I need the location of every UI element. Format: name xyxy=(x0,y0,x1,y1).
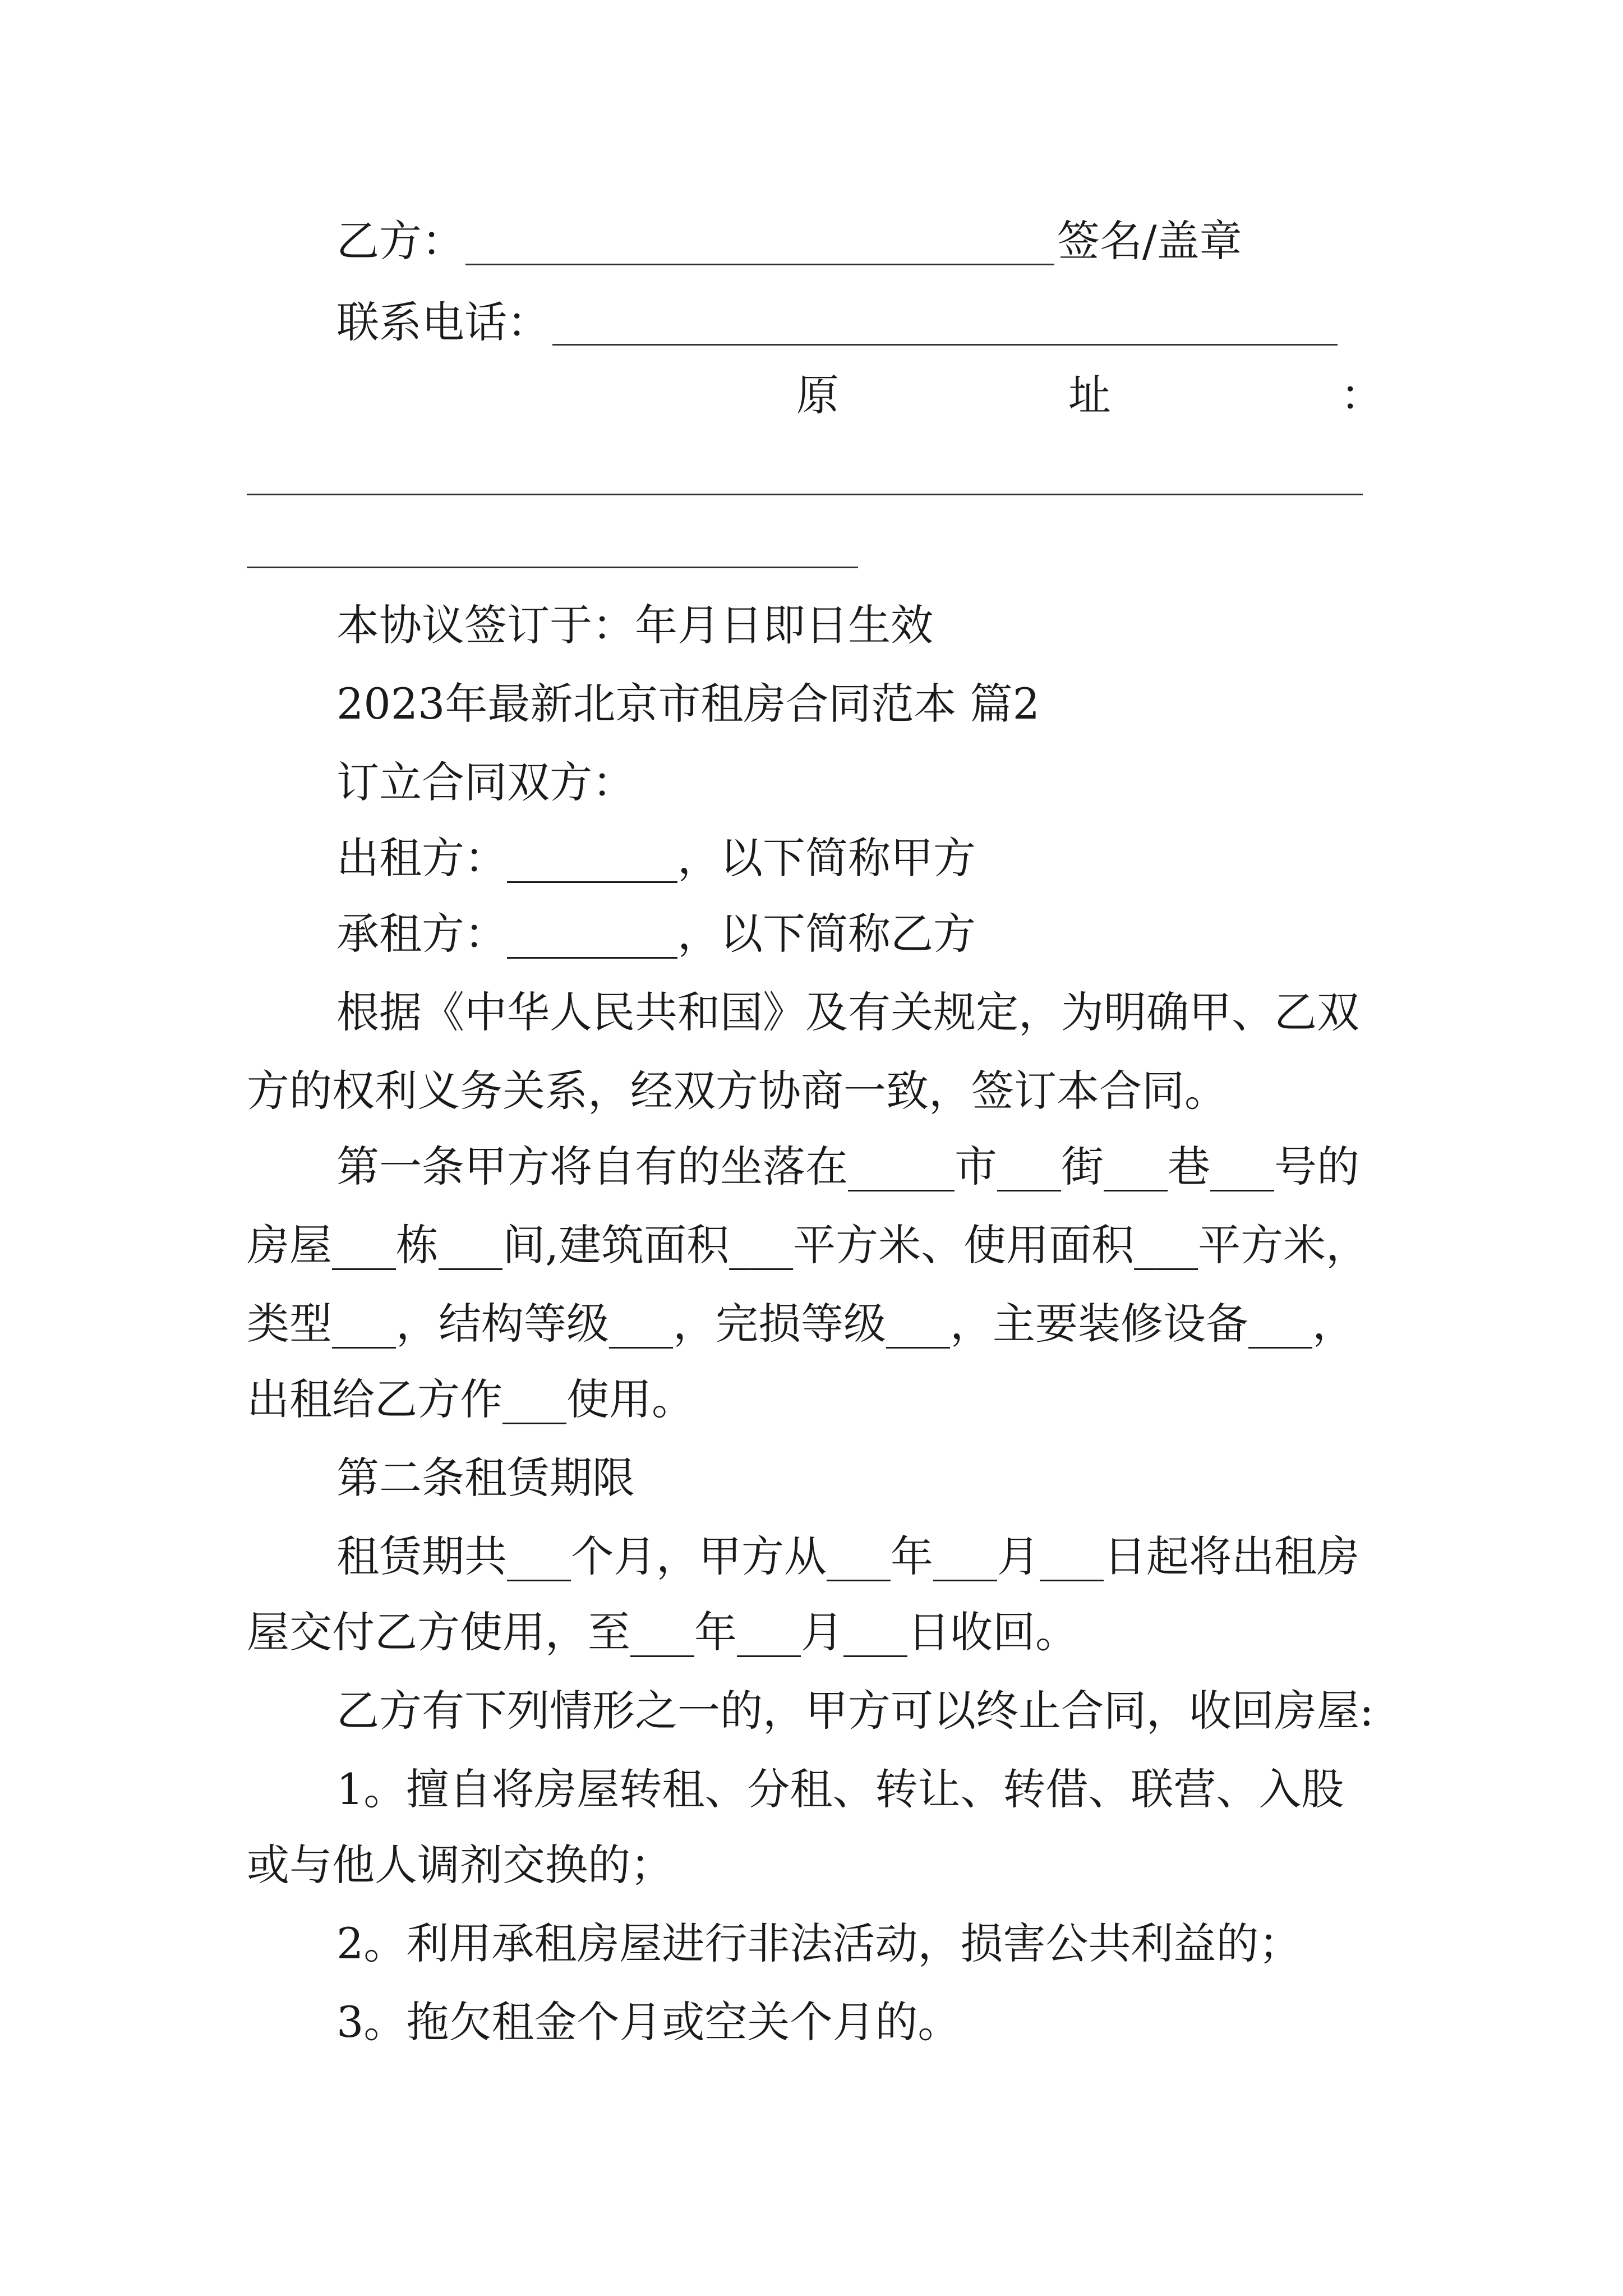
termination-item1-line-2: 或与他人调剂交换的； xyxy=(247,1840,673,1890)
address-rule-1 xyxy=(247,494,1363,495)
phone-rule xyxy=(552,344,1338,346)
article1-line-4: 出租给乙方作___使用。 xyxy=(247,1374,694,1424)
article2-line-1: 租赁期共___个月，甲方从___年___月___日起将出租房 xyxy=(336,1531,1359,1581)
termination-item2: 2。利用承租房屋进行非法活动，损害公共利益的； xyxy=(336,1918,1302,1968)
lessee-line: 承租方：________，以下简称乙方 xyxy=(336,909,976,959)
effective-line: 本协议签订于：年月日即日生效 xyxy=(336,600,933,650)
article2-line-2: 屋交付乙方使用，至___年___月___日收回。 xyxy=(247,1607,1078,1657)
preamble-line-2: 方的权利义务关系，经双方协商一致，签订本合同。 xyxy=(247,1066,1227,1116)
address-char-1: 原 xyxy=(796,370,839,420)
termination-item3: 3。拖欠租金个月或空关个月的。 xyxy=(336,1997,961,2047)
article1-line-3: 类型___，结构等级___，完损等级___，主要装修设备___， xyxy=(247,1299,1355,1349)
party-b-label: 乙方： xyxy=(336,216,464,266)
article2-title: 第二条租赁期限 xyxy=(336,1453,635,1503)
termination-intro: 乙方有下列情形之一的，甲方可以终止合同，收回房屋: xyxy=(336,1686,1374,1736)
address-colon: ： xyxy=(1340,370,1383,420)
article1-line-1: 第一条甲方将自有的坐落在_____市___街___巷___号的 xyxy=(336,1142,1359,1191)
address-rule-2 xyxy=(247,567,858,568)
party-b-suffix: 签名/盖章 xyxy=(1057,216,1242,266)
party-b-signature-rule xyxy=(465,264,1054,265)
preamble-line-1: 根据《中华人民共和国》及有关规定，为明确甲、乙双 xyxy=(336,987,1359,1037)
address-char-2: 址 xyxy=(1068,370,1111,420)
party-b-signature-line xyxy=(336,199,464,283)
section-title: 2023年最新北京市租房合同范本 篇2 xyxy=(336,679,1040,729)
lessor-line: 出租方：________，以下简称甲方 xyxy=(336,833,976,883)
phone-label: 联系电话： xyxy=(336,297,550,347)
article1-line-2: 房屋___栋___间,建筑面积___平方米、使用面积___平方米， xyxy=(247,1220,1369,1270)
parties-intro: 订立合同双方： xyxy=(336,757,635,807)
termination-item1-line-1: 1。擅自将房屋转租、分租、转让、转借、联营、入股 xyxy=(336,1764,1344,1814)
